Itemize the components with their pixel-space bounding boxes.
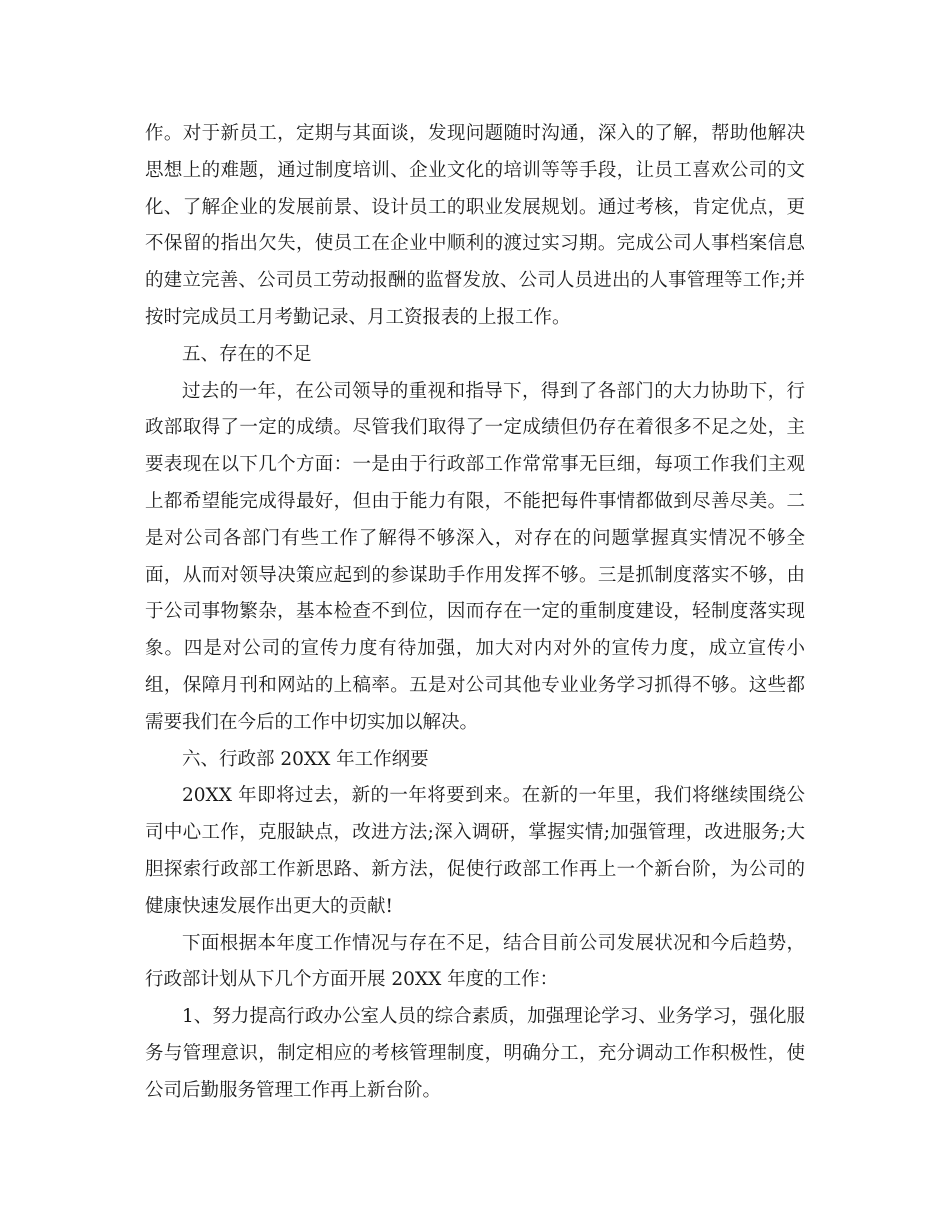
- section-heading-shortcomings: 五、存在的不足: [182, 343, 312, 365]
- section-heading-work-outline: 六、行政部 20XX 年工作纲要: [182, 748, 429, 770]
- paragraph-plan-intro: 下面根据本年度工作情况与存在不足，结合目前公司发展状况和今后趋势，行政部计划从下几个方面开展 20XX 年度的工作：: [145, 932, 805, 991]
- paragraph-new-year: 20XX 年即将过去，新的一年将要到来。在新的一年里，我们将继续围绕公司中心工作，克服缺点，改进方法;深入调研，掌握实情;加强管理，改进服务;大胆探索行政部工作新思路、新方法，促使行政部工作再上一个新台阶，为公司的健康快速发展作出更大的贡献!: [145, 785, 805, 917]
- paragraph-continuation: 作。对于新员工，定期与其面谈，发现问题随时沟通，深入的了解，帮助他解决思想上的难题，通过制度培训、企业文化的培训等等手段，让员工喜欢公司的文化、了解企业的发展前景、设计员工的职业发展规划。通过考核，肯定优点，更不保留的指出欠失，使员工在企业中顺利的渡过实习期。完成公司人事档案信息的建立完善、公司员工劳动报酬的监督发放、公司人员进出的人事管理等工作;并按时完成员工月考勤记录、月工资报表的上报工作。: [145, 123, 805, 328]
- paragraph-plan-item-1: 1、努力提高行政办公室人员的综合素质，加强理论学习、业务学习，强化服务与管理意识，制定相应的考核管理制度，明确分工，充分调动工作积极性，使公司后勤服务管理工作再上新台阶。: [145, 1006, 805, 1101]
- paragraph-shortcomings: 过去的一年，在公司领导的重视和指导下，得到了各部门的大力协助下，行政部取得了一定的成绩。尽管我们取得了一定成绩但仍存在着很多不足之处，主要表现在以下几个方面：一是由于行政部工作常常事无巨细，每项工作我们主观上都希望能完成得最好，但由于能力有限，不能把每件事情都做到尽善尽美。二是对公司各部门有些工作了解得不够深入，对存在的问题掌握真实情况不够全面，从而对领导决策应起到的参谋助手作用发挥不够。三是抓制度落实不够，由于公司事物繁杂，基本检查不到位，因而存在一定的重制度建设，轻制度落实现象。四是对公司的宣传力度有待加强，加大对内对外的宣传力度，成立宣传小组，保障月刊和网站的上稿率。五是对公司其他专业业务学习抓得不够。这些都需要我们在今后的工作中切实加以解决。: [145, 380, 805, 733]
- document-body: [145, 116, 805, 1110]
